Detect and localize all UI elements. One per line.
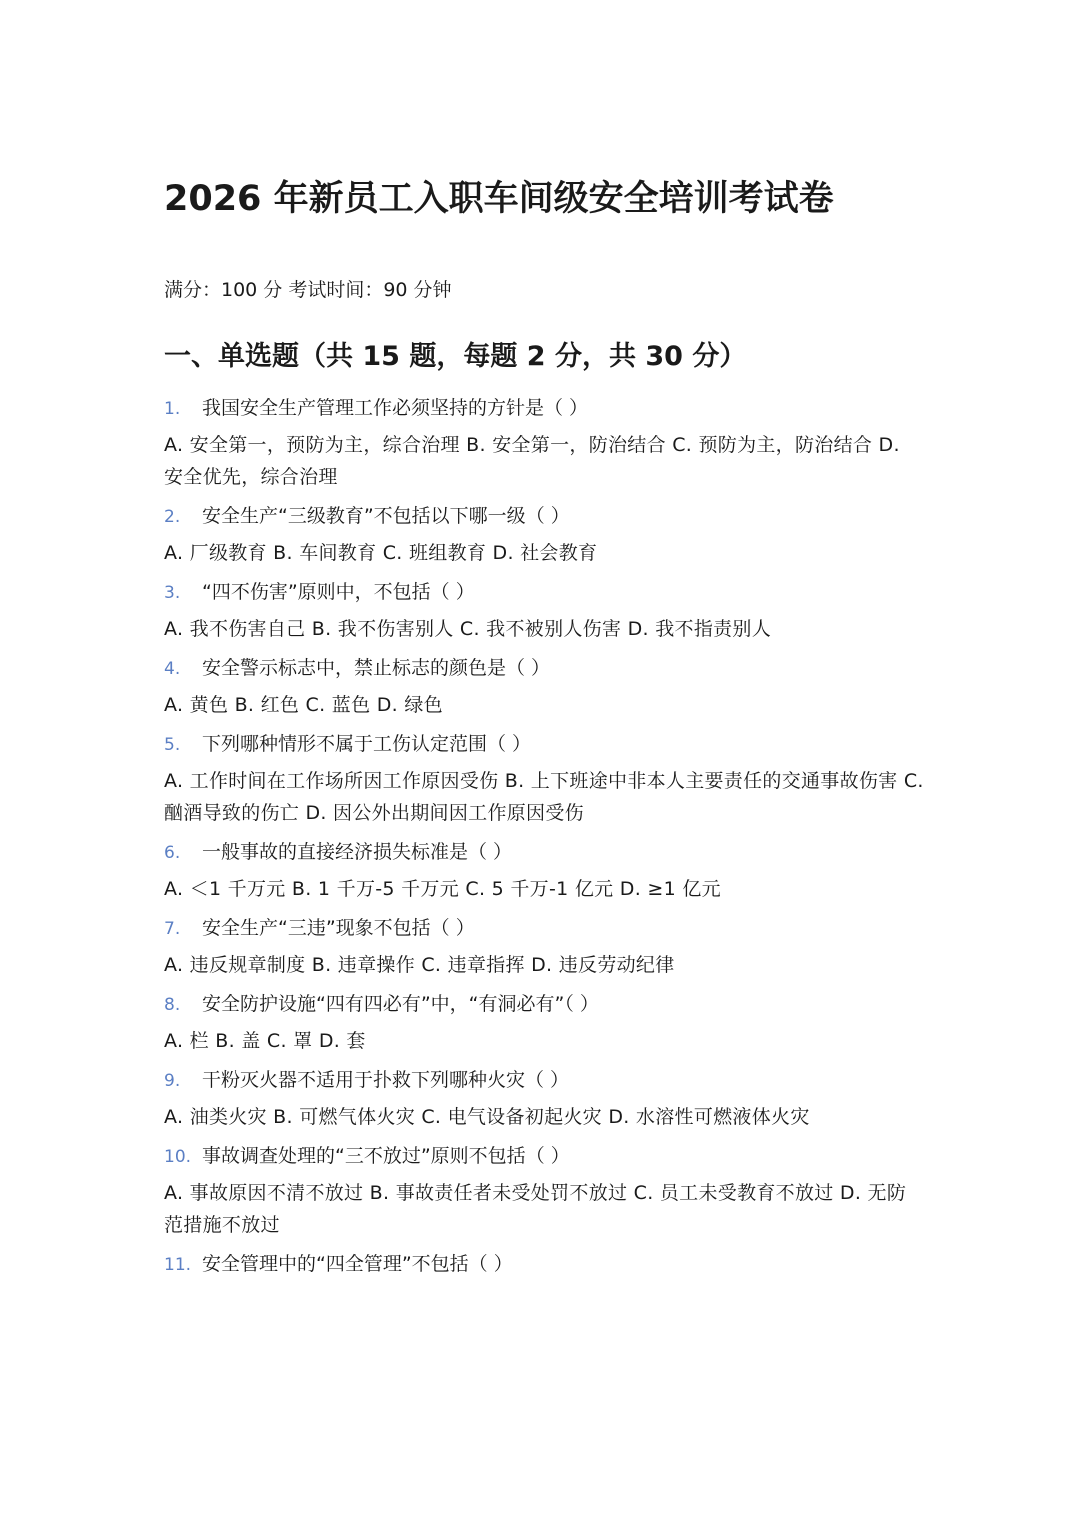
question-stem bbox=[164, 1248, 924, 1283]
question-options: A. ＜1 千万元 B. 1 千万-5 千万元 C. 5 千万-1 亿元 D. ≥1 亿元 bbox=[164, 878, 721, 900]
question-number: 4. bbox=[164, 659, 181, 679]
question-options: A. 工作时间在工作场所因工作原因受伤 B. 上下班途中非本人主要责任的交通事故伤害 C. 酗酒导致的伤亡 D. 因公外出期间因工作原因受伤 bbox=[164, 770, 924, 824]
question-item bbox=[164, 392, 924, 500]
question-stem bbox=[164, 500, 924, 535]
question-stem bbox=[164, 988, 924, 1023]
question-text: 下列哪种情形不属于工伤认定范围（ ） bbox=[202, 733, 532, 755]
question-options: A. 事故原因不清不放过 B. 事故责任者未受处罚不放过 C. 员工未受教育不放过 D. 无防范措施不放过 bbox=[164, 1182, 907, 1236]
question-options: A. 栏 B. 盖 C. 罩 D. 套 bbox=[164, 1030, 366, 1052]
question-stem bbox=[164, 392, 924, 427]
question-text: 安全生产“三级教育”不包括以下哪一级（ ） bbox=[202, 505, 570, 527]
question-options: A. 厂级教育 B. 车间教育 C. 班组教育 D. 社会教育 bbox=[164, 542, 598, 564]
question-number: 11. bbox=[164, 1255, 192, 1275]
question-stem bbox=[164, 836, 924, 871]
question-number: 1. bbox=[164, 399, 181, 419]
question-item bbox=[164, 500, 924, 576]
question-text: 干粉灭火器不适用于扑救下列哪种火灾（ ） bbox=[202, 1069, 570, 1091]
question-text: 安全警示标志中，禁止标志的颜色是（ ） bbox=[202, 657, 551, 679]
question-stem bbox=[164, 1064, 924, 1099]
question-item bbox=[164, 836, 924, 912]
question-number: 3. bbox=[164, 583, 181, 603]
question-options: A. 我不伤害自己 B. 我不伤害别人 C. 我不被别人伤害 D. 我不指责别人 bbox=[164, 618, 772, 640]
question-item bbox=[164, 988, 924, 1064]
question-item bbox=[164, 1140, 924, 1248]
question-number: 2. bbox=[164, 507, 181, 527]
question-text: 一般事故的直接经济损失标准是（ ） bbox=[202, 841, 513, 863]
question-text: 安全管理中的“四全管理”不包括（ ） bbox=[202, 1253, 513, 1275]
question-item bbox=[164, 576, 924, 652]
question-list bbox=[164, 392, 924, 1283]
question-options: A. 油类火灾 B. 可燃气体火灾 C. 电气设备初起火灾 D. 水溶性可燃液体火灾 bbox=[164, 1106, 810, 1128]
question-stem bbox=[164, 652, 924, 687]
question-text: 事故调查处理的“三不放过”原则不包括（ ） bbox=[202, 1145, 570, 1167]
question-item bbox=[164, 652, 924, 728]
question-stem bbox=[164, 728, 924, 763]
page-title: 2026 年新员工入职车间级安全培训考试卷 bbox=[164, 179, 834, 219]
question-number: 10. bbox=[164, 1147, 192, 1167]
question-options: A. 违反规章制度 B. 违章操作 C. 违章指挥 D. 违反劳动纪律 bbox=[164, 954, 675, 976]
question-item bbox=[164, 728, 924, 836]
question-stem bbox=[164, 912, 924, 947]
question-stem bbox=[164, 1140, 924, 1175]
question-stem bbox=[164, 576, 924, 611]
question-text: 我国安全生产管理工作必须坚持的方针是（ ） bbox=[202, 397, 589, 419]
question-item bbox=[164, 1248, 924, 1283]
question-text: 安全防护设施“四有四必有”中，“有洞必有”（ ） bbox=[202, 993, 599, 1015]
question-number: 8. bbox=[164, 995, 181, 1015]
question-item bbox=[164, 1064, 924, 1140]
section-heading: 一、单选题（共 15 题，每题 2 分，共 30 分） bbox=[164, 341, 747, 372]
question-options: A. 黄色 B. 红色 C. 蓝色 D. 绿色 bbox=[164, 694, 443, 716]
question-options: A. 安全第一，预防为主，综合治理 B. 安全第一，防治结合 C. 预防为主，防治结合 D. 安全优先，综合治理 bbox=[164, 434, 900, 488]
question-number: 6. bbox=[164, 843, 181, 863]
exam-meta: 满分：100 分 考试时间：90 分钟 bbox=[164, 279, 452, 301]
question-text: “四不伤害”原则中，不包括（ ） bbox=[202, 581, 475, 603]
question-number: 7. bbox=[164, 919, 181, 939]
question-item bbox=[164, 912, 924, 988]
question-number: 9. bbox=[164, 1071, 181, 1091]
question-number: 5. bbox=[164, 735, 181, 755]
question-text: 安全生产“三违”现象不包括（ ） bbox=[202, 917, 475, 939]
